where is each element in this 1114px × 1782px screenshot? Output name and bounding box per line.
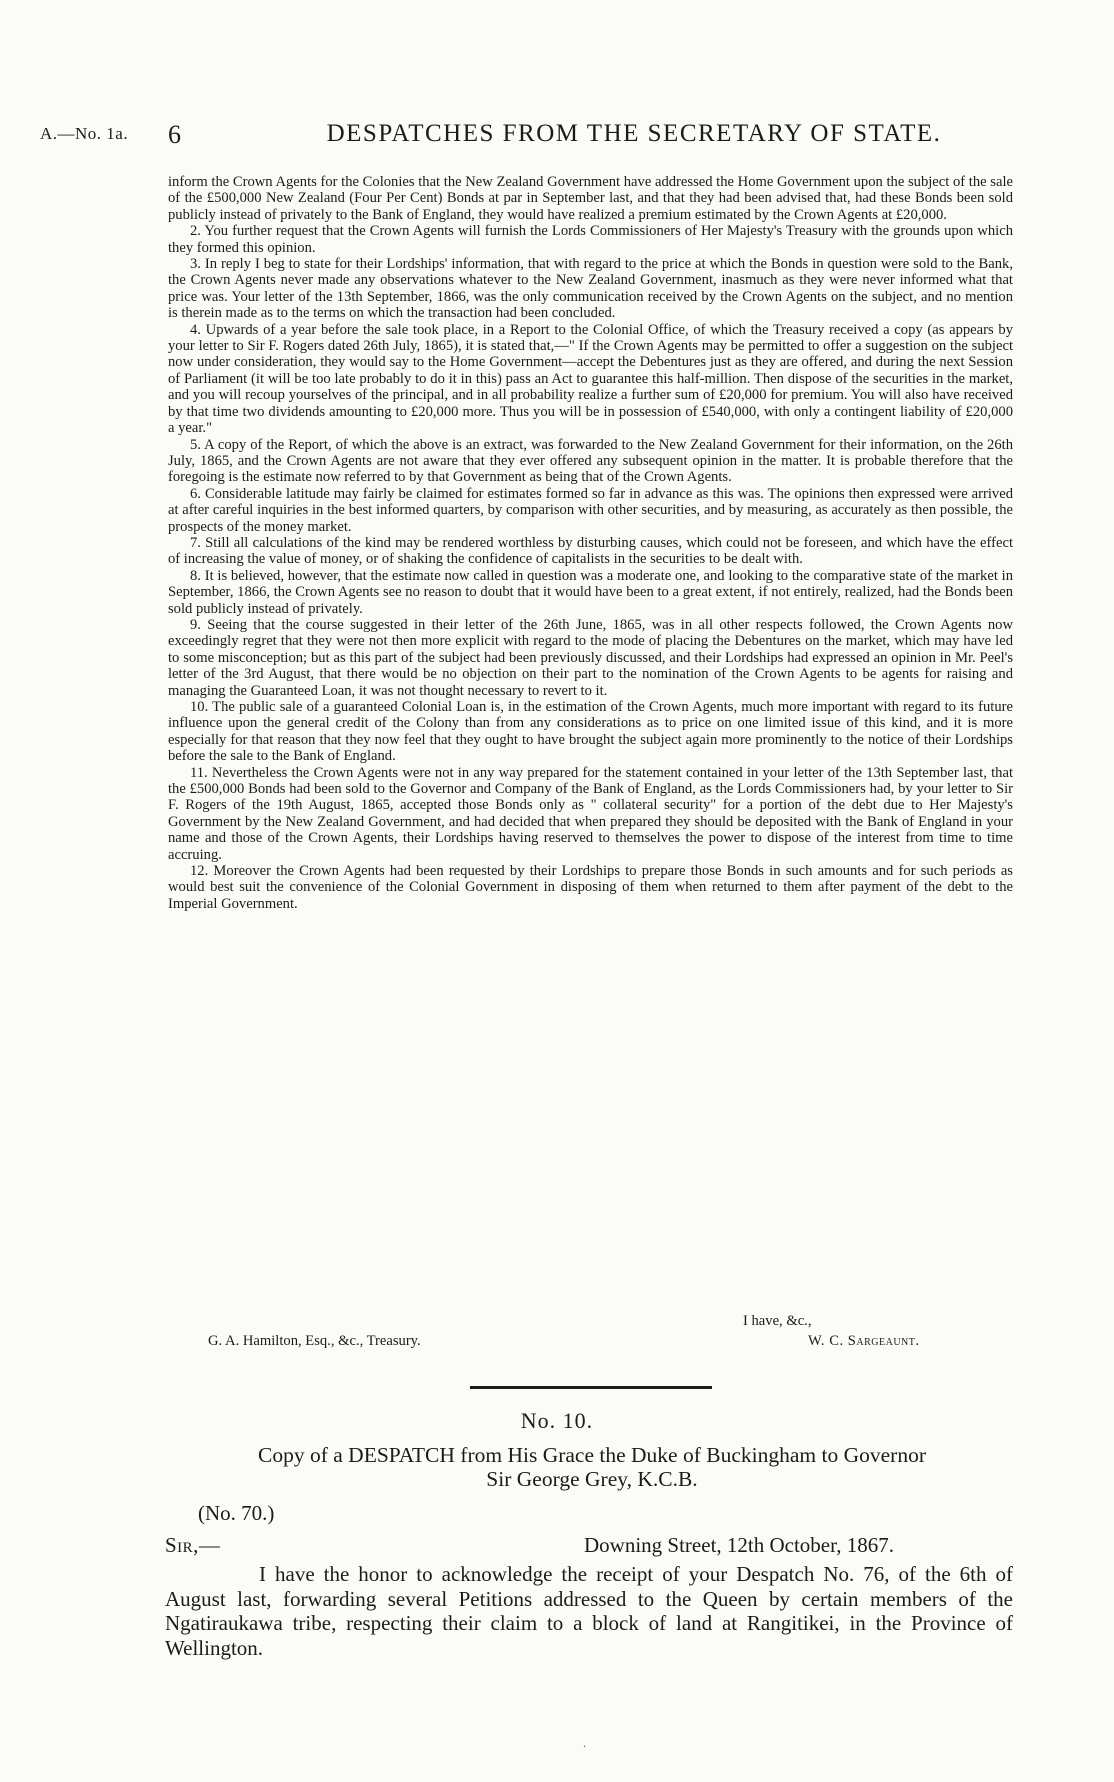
paragraph-10: 10. The public sale of a guaranteed Colonial Loan is, in the estimation of the Crown Agents, much more important with regard to its future influence upon the general credit of the Colony than from any considerations as to price on one limited issue of this kind, and it is more especially for that reason that they now feel that they ought to have brought the subject again more prominently to the notice of their Lordships before the sale to the Bank of England. bbox=[168, 699, 1013, 765]
running-title: DESPATCHES FROM THE SECRETARY OF STATE. bbox=[326, 120, 942, 147]
closing-signature-row bbox=[168, 1333, 1013, 1351]
paragraph-2: 2. You further request that the Crown Agents will furnish the Lords Commissioners of Her Majesty's Treasury with the grounds upon which they formed this opinion. bbox=[168, 223, 1013, 256]
closing-formula bbox=[168, 1313, 1013, 1331]
despatch-caption-line-2: Sir George Grey, K.C.B. bbox=[486, 1467, 698, 1491]
despatch-body bbox=[165, 1562, 1013, 1660]
paragraph-12: 12. Moreover the Crown Agents had been requested by their Lordships to prepare those Bonds in such amounts and for such periods as would best suit the convenience of the Colonial Government in disposing of them when returned to them after payment of the debt to the Imperial Government. bbox=[168, 863, 1013, 912]
page-header bbox=[40, 120, 1050, 160]
salutation: Sir,— bbox=[165, 1533, 221, 1557]
document-reference: A.—No. 1a. bbox=[40, 124, 129, 143]
i-have: I have, &c., bbox=[743, 1313, 812, 1329]
despatch-number: No. 10. bbox=[520, 1408, 594, 1433]
paragraph-9: 9. Seeing that the course suggested in their letter of the 26th June, 1865, was in all other respects followed, the Crown Agents now exceedingly regret that they were not then more explicit with regard to the mode of placing the Debentures on the market, which may have led to some misconception; but as this part of the subject had been previously discussed, and their Lordships had expressed an opinion in Mr. Peel's letter of the 3rd August, that there would be no objection on their part to the nomination of the Crown Agents to be agents for raising and managing the Guaranteed Loan, it was not thought necessary to revert to it. bbox=[168, 616, 1013, 699]
dateline: Downing Street, 12th October, 1867. bbox=[584, 1533, 895, 1557]
despatch-caption-line-1: Copy of a DESPATCH from His Grace the Duke of Buckingham to Governor bbox=[258, 1443, 926, 1467]
paragraph-7: 7. Still all calculations of the kind may be rendered worthless by disturbing causes, which could not be foreseen, and which have the effect of increasing the value of money, or of shaking the confidence of capitalists in the securities to be dealt with. bbox=[168, 534, 1013, 568]
page-mark: . bbox=[583, 1736, 586, 1750]
paragraph-8: 8. It is believed, however, that the estimate now called in question was a moderate one, and looking to the comparative state of the market in September, 1866, the Crown Agents see no reason to doubt that it would have been to a great extent, if not entirely, realized, had the Bonds been sold publicly instead of privately. bbox=[168, 567, 1013, 617]
paragraph-5: 5. A copy of the Report, of which the above is an extract, was forwarded to the New Zealand Government for their information, on the 26th July, 1865, and the Crown Agents are not aware that they ever offered any subsequent opinion in the matter. It is probable therefore that the foregoing is the estimate now referred to by that Government as being that of the Crown Agents. bbox=[168, 436, 1013, 486]
addressee: G. A. Hamilton, Esq., &c., Treasury. bbox=[208, 1333, 421, 1349]
paragraph-11: 11. Nevertheless the Crown Agents were not in any way prepared for the statement contained in your letter of the 13th September last, that the £500,000 Bonds had been sold to the Governor and Company of the Bank of England, as the Lords Commissioners had, by your letter to Sir F. Rogers of the 19th August, 1865, accepted those Bonds only as " collateral security" for a portion of the debt due to Her Majesty's Government by the New Zealand Government, and had decided that when prepared they should be deposited with the Bank of England in your name and those of the Crown Agents, their Lordships having reserved to themselves the power to dispose of the interest from time to time accruing. bbox=[168, 764, 1013, 863]
paragraph-1: inform the Crown Agents for the Colonies that the New Zealand Government have addressed the Home Government upon the subject of the sale of the £500,000 New Zealand (Four Per Cent) Bonds at par in September last, and that they had been advised that, had these Bonds been sold publicly instead of privately to the Bank of England, they would have realized a premium estimated by the Crown Agents at £20,000. bbox=[168, 174, 1013, 223]
section-divider bbox=[470, 1386, 712, 1389]
paragraph-3: 3. In reply I beg to state for their Lordships' information, that with regard to the price at which the Bonds in question were sold to the Bank, the Crown Agents never made any observations whatever to the New Zealand Government, inasmuch as they were never informed what that price was. Your letter of the 13th September, 1866, was the only communication received by the Crown Agents on the subject, and no mention is therein made as to the terms on which the transaction had been concluded. bbox=[168, 256, 1013, 322]
paragraph-4: 4. Upwards of a year before the sale took place, in a Report to the Colonial Office, of which the Treasury received a copy (as appears by your letter to Sir F. Rogers dated 26th July, 1865), it is stated that,—" If the Crown Agents may be permitted to offer a suggestion on the subject now under consideration, they would say to the Home Government—accept the Debentures just as they are offered, and during the next Session of Parliament (it will be too late probably to do it in this) pass an Act to guarantee this half-million. Then dispose of the securities in the market, and you will recoup yourselves of the principal, and in all probability realize a further sum of £20,000 for premium. You will also have received by that time two dividends amounting to £20,000 more. Thus you will be in possession of £540,000, with only a contingent liability of £20,000 a year." bbox=[168, 321, 1013, 437]
despatch-paragraph: I have the honor to acknowledge the receipt of your Despatch No. 76, of the 6th of August last, forwarding several Petitions addressed to the Queen by certain members of the Ngatiraukawa tribe, respecting their claim to a block of land at Rangitikei, in the Province of Wellington. bbox=[165, 1562, 1013, 1660]
paragraph-6: 6. Considerable latitude may fairly be claimed for estimates formed so far in advance as this was. The opinions then expressed were arrived at after careful inquiries in the best informed quarters, by comparison with other securities, and by measuring, as accurately as then possible, the prospects of the money market. bbox=[168, 485, 1013, 535]
report-body bbox=[168, 174, 1013, 912]
signature: W. C. Sargeaunt. bbox=[808, 1333, 920, 1349]
despatch-reference-number: (No. 70.) bbox=[198, 1501, 275, 1525]
page-number: 6 bbox=[168, 120, 181, 149]
